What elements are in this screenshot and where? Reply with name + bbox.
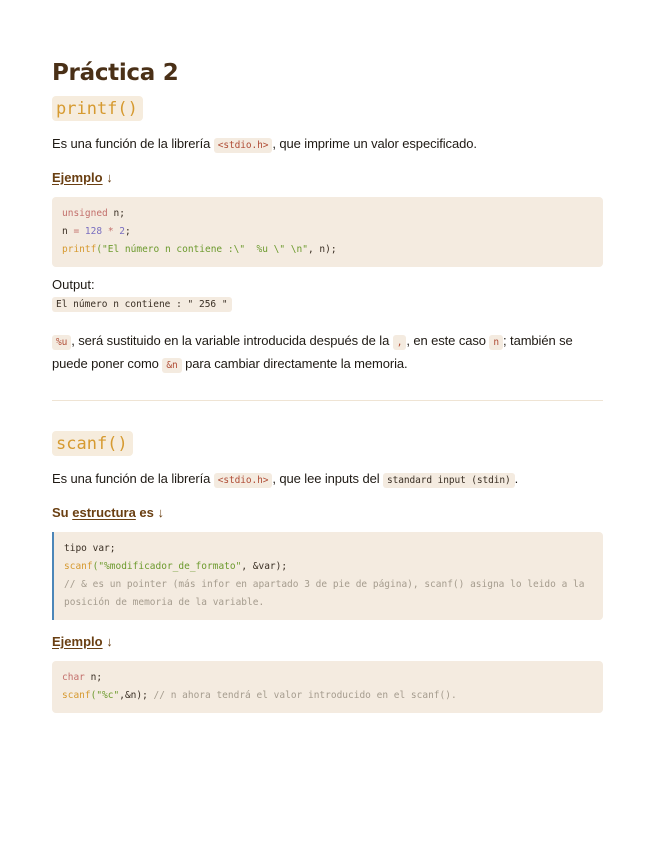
arrow-down-icon: ↓ [106,170,113,185]
stdio-header-code: <stdio.h> [214,138,273,153]
structure-heading [52,505,603,520]
code-text: , n); [307,244,337,255]
inline-code: n [489,335,503,350]
scanf-section [52,427,603,713]
printf-example-heading [52,170,603,185]
arrow-down-icon: ↓ [106,634,113,649]
code-string: ("El número n contiene :\" %u \" \n" [96,244,308,255]
code-string: ("%modificador_de_formato" [92,561,242,572]
printf-desc-suffix: , que imprime un valor especificado. [272,136,477,151]
code-operator: * [107,226,114,237]
code-line [62,241,593,259]
printf-section [52,92,603,376]
scanf-example-heading [52,634,603,649]
output-value: El número n contiene : " 256 " [52,297,232,312]
code-comment: // & es un pointer (más infor en apartado 3 de pie de página), scanf() asigna lo leido a la posición de memoria de la variable. [64,579,591,608]
stdin-code: standard input (stdin) [383,473,515,488]
stdio-header-code: <stdio.h> [214,473,273,488]
code-text: ,&n); [119,690,154,701]
code-number: 2 [119,226,126,237]
scanf-desc-prefix: Es una función de la librería [52,471,214,486]
code-function: printf [62,244,97,255]
note-text: para cambiar directamente la memoria. [181,356,408,371]
section-divider [52,400,603,401]
code-function: scanf [64,561,93,572]
code-number: 128 [84,226,103,237]
note-text: , será sustituido en la variable introducida después de la [71,333,393,348]
arrow-down-icon: ↓ [157,505,165,520]
example-label: Ejemplo [52,634,103,649]
code-comment: // n ahora tendrá el valor introducido en el scanf(). [153,690,457,701]
output-label: Output: [52,277,95,292]
code-line: tipo var; [64,543,116,554]
code-keyword: char [62,672,85,683]
code-line [62,223,593,241]
scanf-structure-block [52,532,603,620]
printf-code-block [52,197,603,267]
example-label: Ejemplo [52,170,103,185]
structure-label: es [135,505,154,520]
printf-note [52,330,603,376]
scanf-example-block [52,661,603,713]
code-line [64,558,593,576]
scanf-desc-mid: , que lee inputs del [272,471,384,486]
page-title: Práctica 2 [52,60,179,86]
code-line [62,205,593,223]
structure-label: Su [52,505,73,520]
note-text: , en este caso [406,333,490,348]
code-text: n; [107,208,125,219]
code-text: n; [84,672,103,683]
scanf-heading: scanf() [52,431,133,456]
code-line [62,687,593,705]
code-operator: = [73,226,80,237]
inline-code: %u [52,335,71,350]
code-keyword: unsigned [62,208,108,219]
printf-desc-prefix: Es una función de la librería [52,136,214,151]
inline-code: &n [162,358,181,373]
code-text: n [62,226,74,237]
code-line [62,669,593,687]
code-text: , &var); [241,561,288,572]
code-text: ; [125,226,131,237]
code-string: ("%c" [90,690,120,701]
scanf-desc-suffix: . [514,471,519,486]
note-text: ; también se puede poner como [52,333,573,371]
structure-label-underlined: estructura [72,505,136,520]
printf-description [52,133,603,156]
scanf-description [52,468,603,491]
code-function: scanf [62,690,91,701]
printf-heading: printf() [52,96,143,121]
inline-code: , [393,335,407,350]
